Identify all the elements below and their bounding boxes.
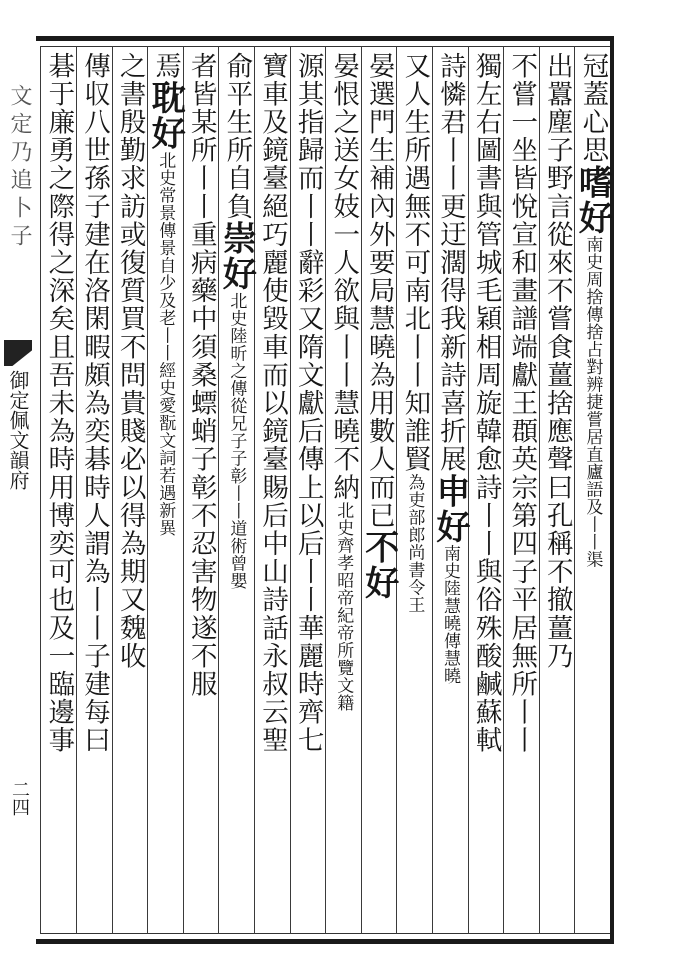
headword: 耽好 (145, 80, 186, 152)
body-text: 俞平生所自負 (221, 52, 253, 221)
body-text: 者皆某所丨丨 (185, 52, 217, 221)
body-text: 傳収八世孫子建在洛閑暇頗為奕碁時人謂為丨丨子建每曰 (79, 52, 110, 755)
headword: 不好 (358, 529, 399, 601)
body-text: 又人生所遇無不可南北丨丨知誰賢 (399, 52, 431, 474)
annotation-text: 南史周捨傳捨占對辨捷嘗居直廬語及丨丨渠 (582, 235, 603, 569)
body-text: 重病藥中須桑螵蛸子彰不忍害物遂不服 (185, 220, 217, 699)
body-text: 之書殷勤求訪或復質買不問貴賤必以得為期又魏收 (114, 52, 146, 671)
text-column (36, 52, 80, 934)
body-text: 冠蓋心思 (577, 52, 609, 165)
annotation-text: 為吏部郎尚書令王 (404, 473, 425, 614)
margin-top-text: 文定乃追卜子 (7, 84, 32, 252)
annotation-text: 南史陸慧曉傳慧曉 (440, 544, 460, 685)
body-text: 子野言從來不嘗食薑捨應聲曰孔稱不撤薑乃 (541, 136, 573, 671)
body-text: 焉 (150, 52, 182, 81)
body-text: 詩憐君丨丨更迂濶得我新詩喜折展 (435, 52, 466, 474)
headword: 崇好 (216, 220, 257, 292)
body-text: 寶車及鏡臺絕巧麗使毀車而以鏡臺賜后中山詩話永叔云聖 (257, 52, 288, 755)
headword: 嗜好 (572, 164, 613, 236)
annotation-text: 北史齊孝昭帝紀帝所覽文籍 (333, 501, 354, 712)
body-text: 出囂塵 (541, 52, 573, 137)
book-title: 御定佩文韻府 (6, 370, 30, 490)
body-text: 碁于廉勇之際得之深矣且吾未為時用博奕可也及一臨邊事 (43, 52, 75, 755)
body-text: 獨左右圖書與管城毛穎相周旋韓愈詩丨丨與俗殊酸鹹蘇軾 (470, 52, 502, 755)
page-number: 二四 (9, 780, 30, 816)
margin-strip (2, 40, 32, 940)
fish-tail-mark (4, 340, 32, 366)
body-text: 源其指歸而丨丨辭彩又隋文獻后傳上以后丨丨華麗時齊七 (292, 52, 324, 755)
body-text: 晏恨之送女妓一人欲與丨丨慧曉不納 (328, 52, 360, 502)
body-text: 不嘗一坐皆悅宣和畫譜端獻王頵英宗第四子平居無所丨丨 (506, 52, 538, 755)
body-text: 晏選門生補內外要局慧曉為用數人而已 (363, 52, 395, 530)
annotation-text: 北史陸昕之傳從兄子子彰丨丨道術曾嬰 (226, 291, 247, 590)
annotation-text: 北史常景傳景自少及老丨丨經史愛翫文詞若遇新異 (155, 151, 176, 537)
headword: 申好 (430, 473, 470, 545)
